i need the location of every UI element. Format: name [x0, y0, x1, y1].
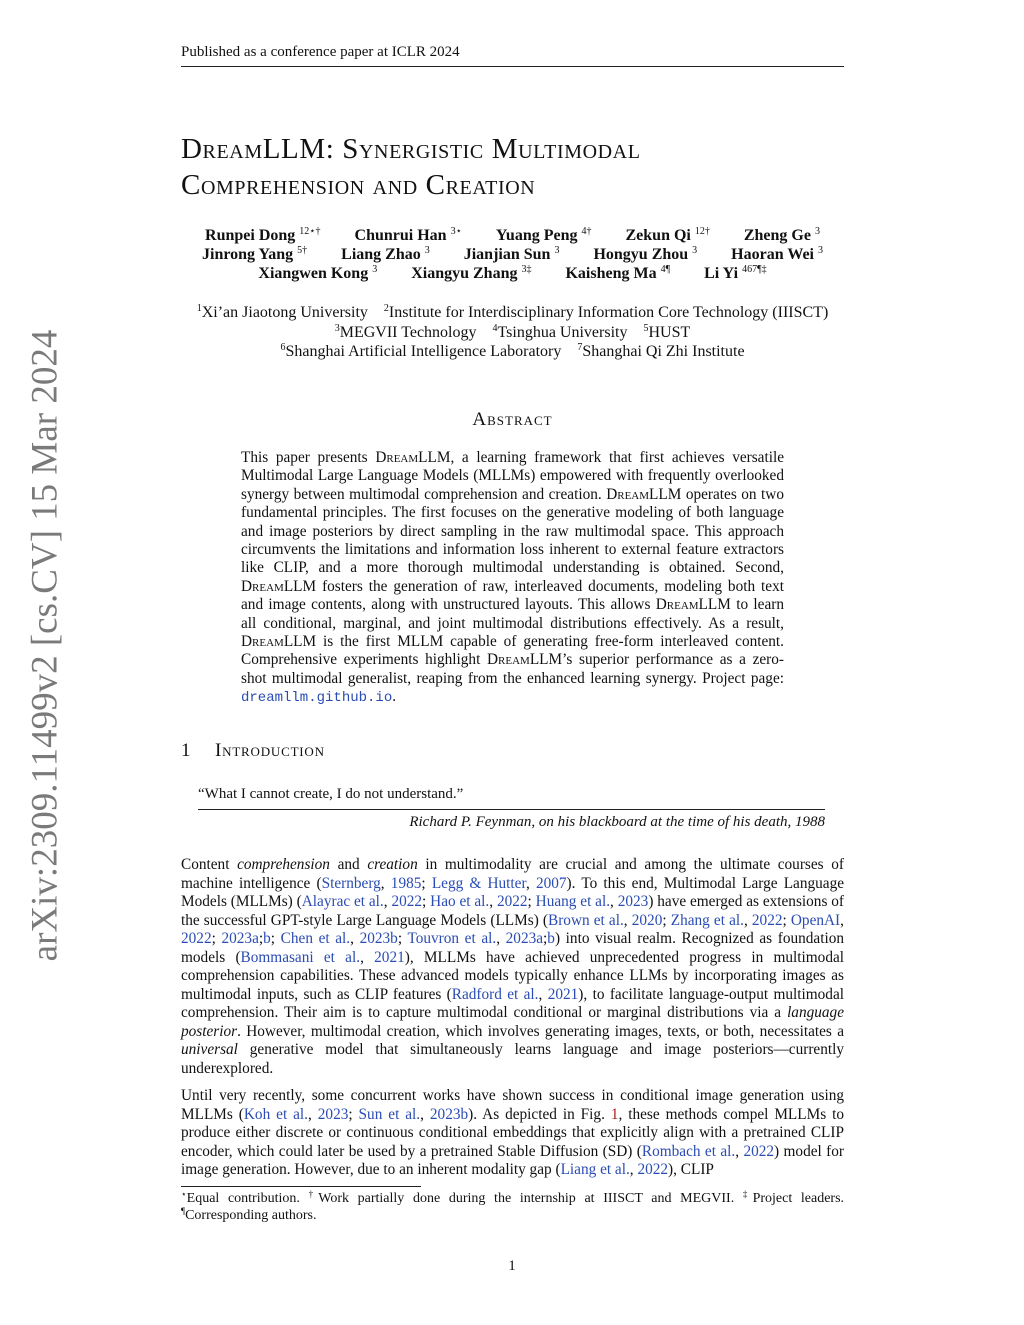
citation-link[interactable]: 2007: [535, 874, 567, 892]
author-name: Xiangwen Kong: [258, 265, 369, 282]
author: [411, 264, 531, 283]
text-run: . However, multimodal creation, which involves generating images, texts, or both, necessitates a: [237, 1022, 844, 1040]
footnote-internship: Work partially done during the internship at IIISCT and MEGVII.: [318, 1191, 743, 1206]
title-line-2: Comprehension and Creation: [181, 169, 536, 201]
text-run: ;: [258, 930, 264, 948]
epigraph: [198, 786, 825, 831]
text-run: ;: [270, 930, 281, 948]
text-run: ). As depicted in Fig.: [468, 1105, 611, 1123]
citation-link[interactable]: Brown et al.: [548, 911, 624, 929]
model-name: DreamLLM: [655, 596, 731, 614]
epigraph-attribution: Richard P. Feynman, on his blackboard at the time of his death, 1988: [409, 814, 825, 830]
author-name: Liang Zhao: [341, 246, 421, 263]
model-name: DreamLLM: [375, 449, 451, 466]
citation-link[interactable]: Koh et al.: [243, 1105, 308, 1123]
affiliation-name: HUST: [648, 323, 691, 341]
affiliation: [384, 304, 828, 321]
affiliation-list: [181, 303, 844, 362]
text-run: ,: [743, 911, 752, 929]
author-name: Jianjian Sun: [463, 246, 551, 263]
affiliation-number: 5: [643, 322, 649, 334]
author: [731, 245, 823, 264]
author-name: Zekun Qi: [625, 227, 691, 244]
author: [205, 226, 321, 245]
affiliation-name: Tsinghua University: [497, 323, 628, 341]
text-run: and: [329, 856, 368, 873]
citation-link[interactable]: Zhang et al.: [670, 911, 744, 929]
author-marks: 467¶‡: [742, 264, 767, 275]
author: [258, 264, 377, 283]
text-run: ,: [360, 948, 375, 966]
citation-link[interactable]: 2023: [617, 893, 649, 911]
footnote-mark-pilcrow: ¶: [181, 1206, 186, 1216]
citation-link[interactable]: 2020: [631, 911, 663, 929]
author-marks: 12†: [694, 226, 710, 237]
footnote-mark-dagger: †: [308, 1189, 319, 1199]
text-run: ,: [538, 985, 548, 1003]
affiliation-number: 4: [492, 322, 498, 334]
citation-link[interactable]: Sun et al.: [358, 1105, 421, 1123]
paper-title: [181, 131, 844, 203]
title-line-1: DreamLLM: Synergistic Multimodal: [181, 133, 641, 165]
footnote-mark-ddagger: ‡: [742, 1189, 753, 1199]
author: [355, 226, 462, 245]
author-marks: 4¶: [660, 264, 671, 275]
text-run: ) have emerged as extensions of the successful GPT-style Large Language Models (LLMs) (: [181, 893, 844, 929]
text-run: ,: [623, 911, 632, 929]
text-run: operates on two fundamental principles. The first focuses on the generative modeling of both language and image posteriors by direct sampling in the raw multimodal space. This approach circumvents the limitations and information loss inherent to external feature extractors like CLIP, and a more thorough multimodal understanding is obtained. Second,: [241, 485, 784, 577]
author-marks: 5†: [297, 245, 308, 256]
footnotes: [181, 1190, 844, 1224]
affiliation-name: Xi’an Jiaotong University: [201, 304, 368, 321]
text-run: generative model that simultaneously learns language and image posteriors—currently underexplored.: [181, 1041, 844, 1078]
text-run: ,: [735, 1142, 744, 1160]
text-run: .: [392, 688, 397, 706]
text-run: ;: [422, 893, 431, 911]
text-run: This paper presents: [241, 449, 376, 466]
citation-link[interactable]: 2023: [317, 1105, 349, 1123]
author-marks: 3: [692, 245, 698, 256]
arxiv-stamp-text: arXiv:2309.11499v2 [cs.CV] 15 Mar 2024: [24, 329, 65, 961]
author: [704, 264, 766, 283]
citation-link[interactable]: Rombach et al.: [641, 1142, 736, 1160]
text-run: ,: [380, 874, 391, 892]
citation-link[interactable]: Liang et al.: [560, 1161, 630, 1179]
affiliation: [335, 324, 477, 341]
text-run: ), MLLMs have achieved unprecedented progress in multimodal comprehension capabilities. These advanced models typically enhance LLMs by incorporating images as multimodal inputs, such as CLIP features (: [181, 948, 845, 1003]
abstract-paragraph: [241, 449, 784, 708]
text-run: fosters the generation of raw, interleaved documents, modeling both text and image contents, along with unstructured layouts. This allows: [241, 577, 784, 614]
epigraph-quote: “What I cannot create, I do not understand.”: [198, 786, 825, 810]
author-row: [181, 226, 844, 245]
abstract-body: [241, 449, 784, 708]
citation-link[interactable]: 1985: [390, 874, 422, 892]
author-name: Hongyu Zhou: [593, 246, 689, 263]
author-name: Yuang Peng: [495, 227, 578, 244]
affiliation-name: Shanghai Qi Zhi Institute: [582, 343, 745, 360]
text-run: ,: [840, 911, 844, 929]
affiliation-number: 7: [577, 342, 583, 353]
citation-link[interactable]: b: [547, 930, 555, 948]
text-run: Content: [181, 856, 238, 873]
author-marks: 12⋆†: [299, 226, 321, 237]
author-row: [181, 264, 844, 283]
text-run: to learn all conditional, marginal, and joint multimodal distributions effectively. As a result,: [241, 596, 784, 632]
emphasis-text: creation: [367, 856, 418, 873]
citation-link[interactable]: 2022: [637, 1161, 669, 1179]
text-run: ,: [350, 930, 360, 948]
text-run: ’s superior performance as a zero-shot multimodal generalist, reaping from the enhanced learning synergy. Project page:: [241, 651, 784, 687]
footnote-mark-equal: ⋆: [181, 1189, 187, 1199]
footnote-divider: [181, 1186, 421, 1187]
affiliation-number: 3: [334, 322, 340, 334]
page-number: 1: [508, 1258, 516, 1274]
author-marks: 3‡: [521, 264, 532, 275]
model-name: DreamLLM: [241, 577, 317, 595]
citation-link[interactable]: Legg & Hutter: [431, 874, 526, 892]
author-name: Chunrui Han: [354, 227, 447, 244]
author-marks: 3⋆: [450, 226, 462, 237]
text-run: ) model for image generation. However, due to an inherent modality gap (: [181, 1142, 844, 1179]
affiliation-row: [181, 303, 844, 323]
author-marks: 3: [814, 226, 820, 237]
affiliation-number: 6: [280, 342, 286, 353]
citation-link[interactable]: 2023a: [221, 930, 259, 948]
section-heading: [181, 740, 844, 762]
text-run: ,: [496, 930, 506, 948]
citation-link[interactable]: 2023a: [505, 930, 544, 948]
text-run: ,: [420, 1105, 430, 1123]
author: [464, 245, 560, 264]
text-run: ;: [397, 930, 408, 948]
affiliation: [643, 324, 690, 341]
text-run: , these methods compel MLLMs to produce either discrete or continuous conditional embeddings that explicitly align with a pretrained CLIP encoder, which could later be used by a pretrained Stable Diffusion (SD) (: [181, 1105, 845, 1160]
figure-ref-link[interactable]: 1: [610, 1105, 619, 1123]
author-name: Zheng Ge: [743, 227, 811, 244]
author: [202, 245, 307, 264]
citation-link[interactable]: 2022: [496, 893, 528, 911]
author: [626, 226, 710, 245]
text-run: ,: [610, 893, 618, 911]
affiliation-row: [181, 342, 844, 362]
author-row: [181, 245, 844, 264]
emphasis-text: universal: [181, 1041, 238, 1059]
author-name: Haoran Wei: [731, 246, 814, 263]
affiliation: [280, 343, 561, 360]
affiliation-name: MEGVII Technology: [339, 323, 477, 341]
footnote-corresponding: Corresponding authors.: [185, 1208, 317, 1223]
affiliation-row: [181, 323, 844, 343]
running-header: Published as a conference paper at ICLR 2024: [181, 44, 844, 67]
intro-paragraph-1: [181, 856, 844, 1079]
author-name: Runpei Dong: [205, 227, 296, 244]
text-run: ;: [421, 874, 432, 892]
citation-link[interactable]: Huang et al.: [535, 893, 611, 911]
affiliation: [197, 304, 368, 321]
emphasis-text: comprehension: [237, 856, 330, 873]
author: [496, 226, 592, 245]
text-run: ;: [527, 893, 536, 911]
citation-link[interactable]: Sternberg: [321, 874, 381, 892]
text-run: ,: [308, 1105, 318, 1123]
text-run: Until very recently, some concurrent works have shown success in conditional image generation using MLLMs (: [181, 1087, 844, 1123]
citation-link[interactable]: 2023b: [429, 1105, 469, 1123]
author-marks: 4†: [581, 226, 592, 237]
author-marks: 3: [818, 245, 823, 256]
citation-link[interactable]: 2023b: [359, 930, 398, 948]
model-name: DreamLLM: [606, 485, 682, 503]
citation-link[interactable]: 2022: [181, 930, 212, 948]
text-run: ;: [211, 930, 222, 948]
text-run: , a learning framework that first achieves versatile Multimodal Large Language Models (MLLMs) empowered with frequently overlooked synergy between multimodal comprehension and creation.: [241, 449, 785, 503]
author-name: Li Yi: [704, 265, 739, 282]
affiliation: [577, 343, 744, 360]
author: [593, 245, 697, 264]
author-marks: 3: [424, 245, 430, 256]
intro-paragraph-2: [181, 1087, 844, 1180]
citation-link[interactable]: OpenAI: [790, 911, 841, 929]
affiliation-name: Institute for Interdisciplinary Information Core Technology (IIISCT): [388, 304, 829, 321]
citation-link[interactable]: Radford et al.: [451, 985, 539, 1003]
author-list: [181, 226, 844, 283]
author-name: Kaisheng Ma: [565, 265, 657, 282]
author: [341, 245, 430, 264]
citation-link[interactable]: 2022: [391, 893, 423, 911]
model-name: DreamLLM: [241, 633, 317, 651]
section-title: Introduction: [215, 740, 325, 761]
text-run: is the first MLLM capable of generating free-form interleaved content. Comprehensive experiments highlight: [241, 633, 784, 669]
author-name: Jinrong Yang: [202, 246, 294, 263]
citation-link[interactable]: Chen et al.: [280, 930, 351, 948]
author-name: Xiangyu Zhang: [411, 265, 518, 282]
author: [744, 226, 820, 245]
arxiv-stamp: [22, 329, 67, 961]
citation-link[interactable]: Touvron et al.: [407, 930, 497, 948]
text-run: ;: [782, 911, 791, 929]
text-run: ,: [525, 874, 536, 892]
citation-link[interactable]: 2021: [374, 948, 405, 966]
project-page-link[interactable]: dreamllm.github.io: [241, 690, 393, 707]
affiliation-number: 2: [383, 303, 389, 314]
model-name: DreamLLM: [487, 651, 563, 669]
affiliation: [493, 324, 628, 341]
emphasis-text: language posterior: [181, 1004, 844, 1040]
abstract-heading: Abstract: [472, 409, 553, 430]
text-run: ,: [489, 893, 497, 911]
citation-link[interactable]: b: [263, 930, 271, 948]
text-run: ), CLIP: [668, 1161, 714, 1179]
author: [565, 264, 670, 283]
text-run: ;: [348, 1105, 359, 1123]
author-marks: 3: [372, 264, 378, 275]
text-run: ). To this end, Multimodal Large Language Models (MLLMs) (: [181, 874, 845, 911]
footnote-equal: Equal contribution.: [186, 1191, 309, 1206]
author-marks: 3: [554, 245, 560, 256]
text-run: ) into visual realm. Recognized as foundation models (: [181, 930, 845, 966]
text-run: ,: [383, 893, 392, 911]
text-run: ;: [662, 911, 671, 929]
citation-link[interactable]: 2022: [751, 911, 783, 929]
section-number: 1: [181, 740, 192, 761]
citation-link[interactable]: 2022: [743, 1142, 775, 1160]
text-run: in multimodality are crucial and among the ultimate courses of machine intelligence (: [181, 856, 844, 892]
affiliation-name: Shanghai Artificial Intelligence Laboratory: [285, 343, 562, 360]
text-run: ,: [629, 1161, 638, 1179]
text-run: ;: [543, 930, 548, 948]
citation-link[interactable]: 2021: [547, 985, 579, 1003]
footnote-leaders: Project leaders.: [752, 1191, 845, 1206]
citation-link[interactable]: Hao et al.: [430, 893, 490, 911]
text-run: ), to facilitate language-output multimodal comprehension. Their aim is to capture multimodal conditional or marginal distributions via a: [181, 985, 844, 1022]
citation-link[interactable]: Alayrac et al.: [301, 893, 384, 911]
citation-link[interactable]: Bommasani et al.: [240, 948, 361, 966]
affiliation-number: 1: [196, 303, 202, 314]
